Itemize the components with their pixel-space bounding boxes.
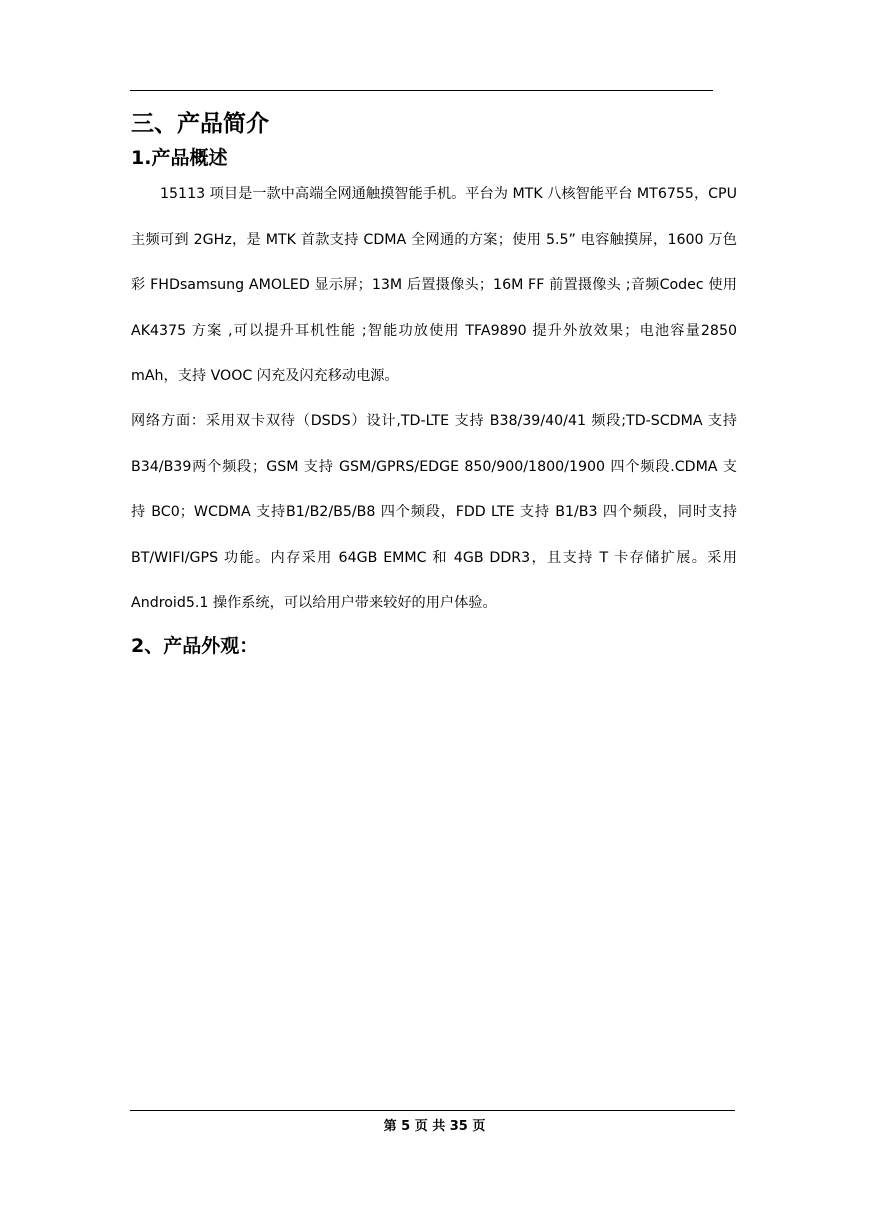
network-paragraph: 网络方面：采用双卡双待（DSDS）设计,TD-LTE 支持 B38/39/40/41 频段;TD-SCDMA 支持 B34/B39两个频段；GSM 支持 GSM/GPRS/EDGE 850/900/1800/1900 四个频段.CDMA 支持 BC0；WCDMA 支持B1/B2/B5/B8 四个频段，FDD LTE 支持 B1/B3 四个频段，同时支持 BT/WIFI/GPS 功能。内存采用 64GB EMMC 和 4GB DDR3，且支持 T 卡存储扩展。采用 Android5.1 操作系统，可以给用户带来较好的用户体验。	[131, 413, 737, 612]
subsection-title-overview	[131, 143, 227, 173]
section-title: 三、产品简介	[131, 111, 269, 137]
subsection-title-text: 产品概述	[151, 147, 228, 169]
header-rule	[130, 90, 713, 91]
overview-paragraph: 15113 项目是一款中高端全网通触摸智能手机。平台为 MTK 八核智能平台 MT6755，CPU 主频可到 2GHz，是 MTK 首款支持 CDMA 全网通的方案；使用 5.5” 电容触摸屏，1600 万色彩 FHDsamsung AMOLED 显示屏；13M 后置摄像头；16M FF 前置摄像头 ;音频Codec 使用 AK4375 方案 ,可以提升耳机性能 ;智能功放使用 TFA9890 提升外放效果；电池容量2850 mAh，支持 VOOC 闪充及闪充移动电源。	[131, 186, 737, 385]
subsection-title-appearance: 2、产品外观：	[131, 635, 259, 657]
footer-rule	[130, 1110, 735, 1111]
page-number: 第 5 页 共 35 页	[383, 1119, 486, 1134]
subsection-number: 1.	[131, 147, 152, 169]
